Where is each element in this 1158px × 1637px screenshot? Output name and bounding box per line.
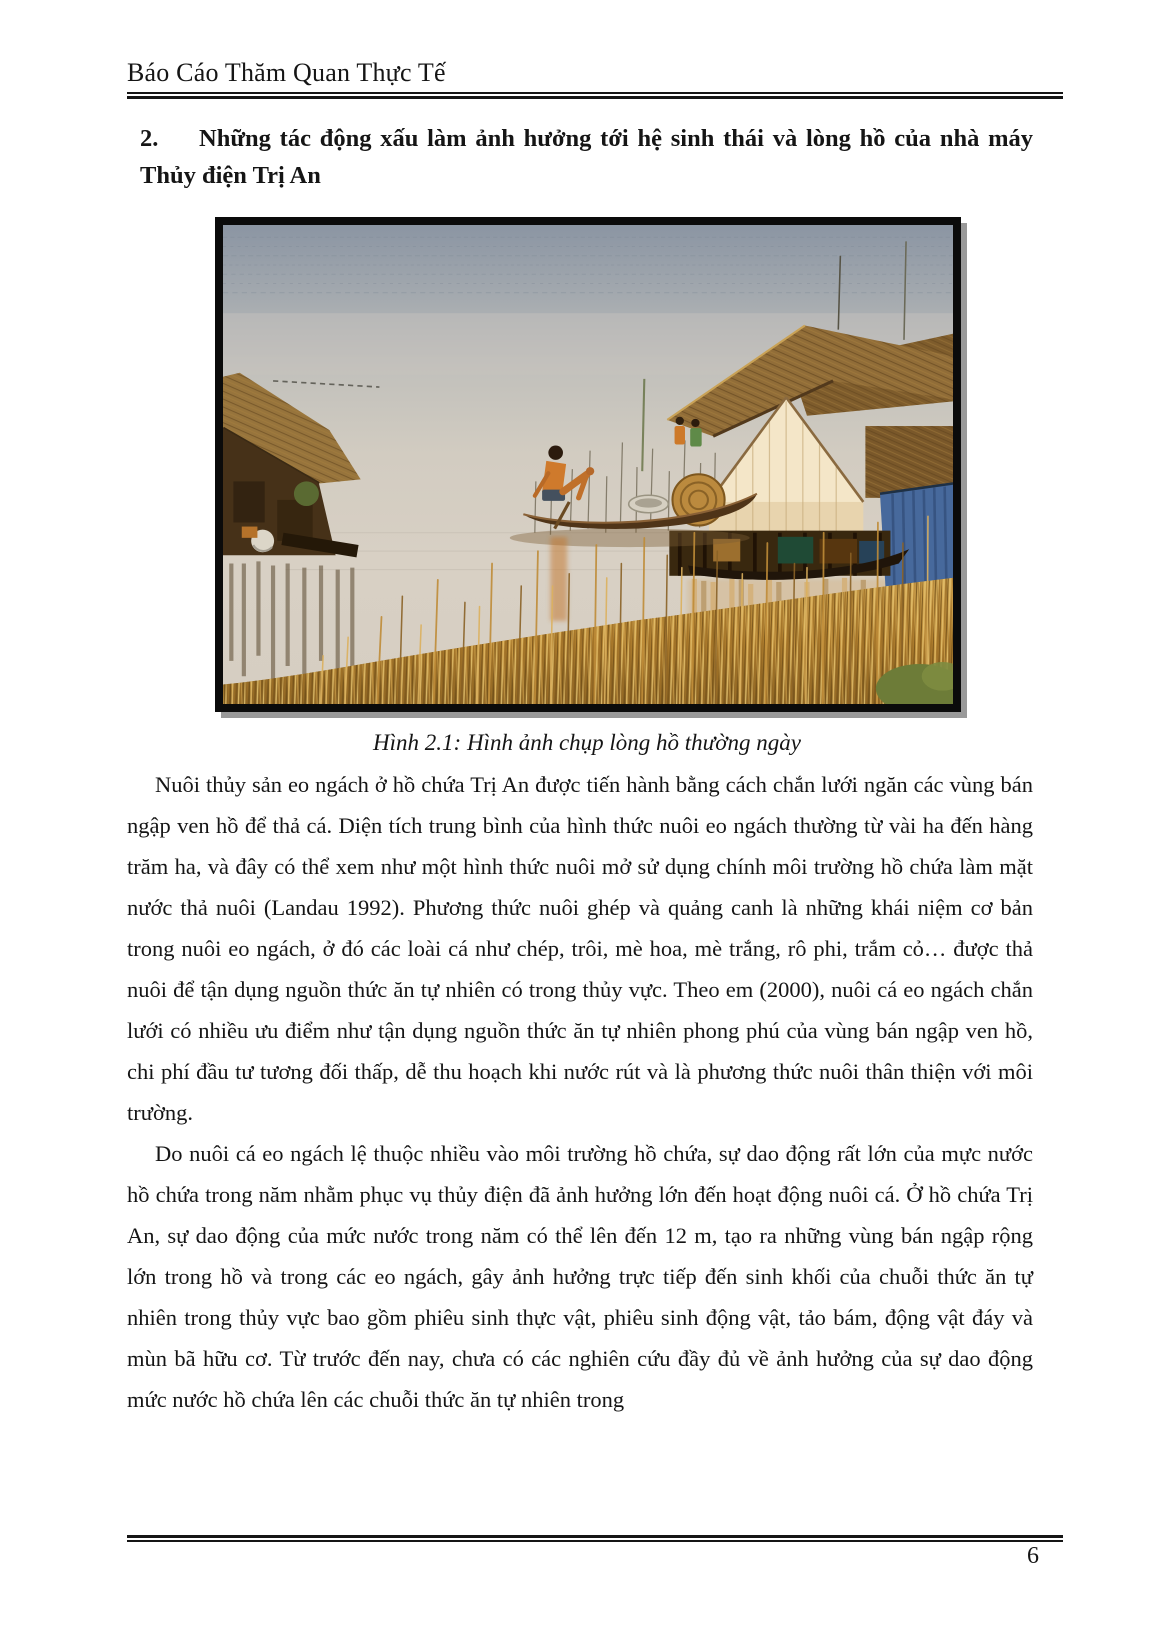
foliage <box>294 481 319 506</box>
page-header-title: Báo Cáo Thăm Quan Thực Tế <box>127 58 446 87</box>
section-title: Những tác động xấu làm ảnh hưởng tới hệ sinh thái và lòng hồ của nhà máy Thủy điện Trị An <box>140 125 1033 189</box>
section-number: 2. <box>140 125 159 152</box>
figure <box>215 217 961 712</box>
header-rule <box>127 92 1063 99</box>
paragraph-2: Do nuôi cá eo ngách lệ thuộc nhiều vào môi trường hồ chứa, sự dao động rất lớn của mực nước hồ chứa trong năm nhằm phục vụ thủy điện đã ảnh hưởng lớn đến hoạt động nuôi cá. Ở hồ chứa Trị An, sự dao động của mức nước trong năm có thể lên đến 12 m, tạo ra những vùng bán ngập rộng lớn trong hồ và trong các eo ngách, gây ảnh hưởng trực tiếp đến sinh khối của chuỗi thức ăn tự nhiên trong thủy vực bao gồm phiêu sinh thực vật, phiêu sinh động vật, tảo bám, động vật đáy và mùn bã hữu cơ. Từ trước đến nay, chưa có các nghiên cứu đầy đủ về ảnh hưởng của sự dao động mức nước hồ chứa lên các chuỗi thức ăn tự nhiên trong <box>127 1141 1033 1412</box>
figure-caption: Hình 2.1: Hình ảnh chụp lòng hồ thường ngày <box>373 730 801 755</box>
person-reflection <box>550 537 567 621</box>
section-heading <box>140 120 1033 194</box>
lake-photo <box>215 217 961 712</box>
footer-rule <box>127 1535 1063 1542</box>
body-text <box>127 764 1033 1420</box>
page-number: 6 <box>1027 1543 1039 1569</box>
paragraph-1: Nuôi thủy sản eo ngách ở hồ chứa Trị An được tiến hành bằng cách chắn lưới ngăn các vùng bán ngập ven hồ để thả cá. Diện tích trung bình của hình thức nuôi eo ngách thường từ vài ha đến hàng trăm ha, và đây có thể xem như một hình thức nuôi mở sử dụng chính môi trường hồ chứa làm mặt nước thả nuôi (Landau 1992). Phương thức nuôi ghép và quảng canh là những khái niệm cơ bản trong nuôi eo ngách, ở đó các loài cá như chép, trôi, mè hoa, mè trắng, rô phi, trắm cỏ… được thả nuôi để tận dụng nguồn thức ăn tự nhiên có trong thủy vực. Theo em (2000), nuôi cá eo ngách chắn lưới có nhiều ưu điểm như tận dụng nguồn thức ăn tự nhiên phong phú của vùng bán ngập ven hồ, chi phí đầu tư tương đối thấp, dễ thu hoạch khi nước rút và là phương thức nuôi thân thiện với môi trường. <box>127 772 1033 1125</box>
